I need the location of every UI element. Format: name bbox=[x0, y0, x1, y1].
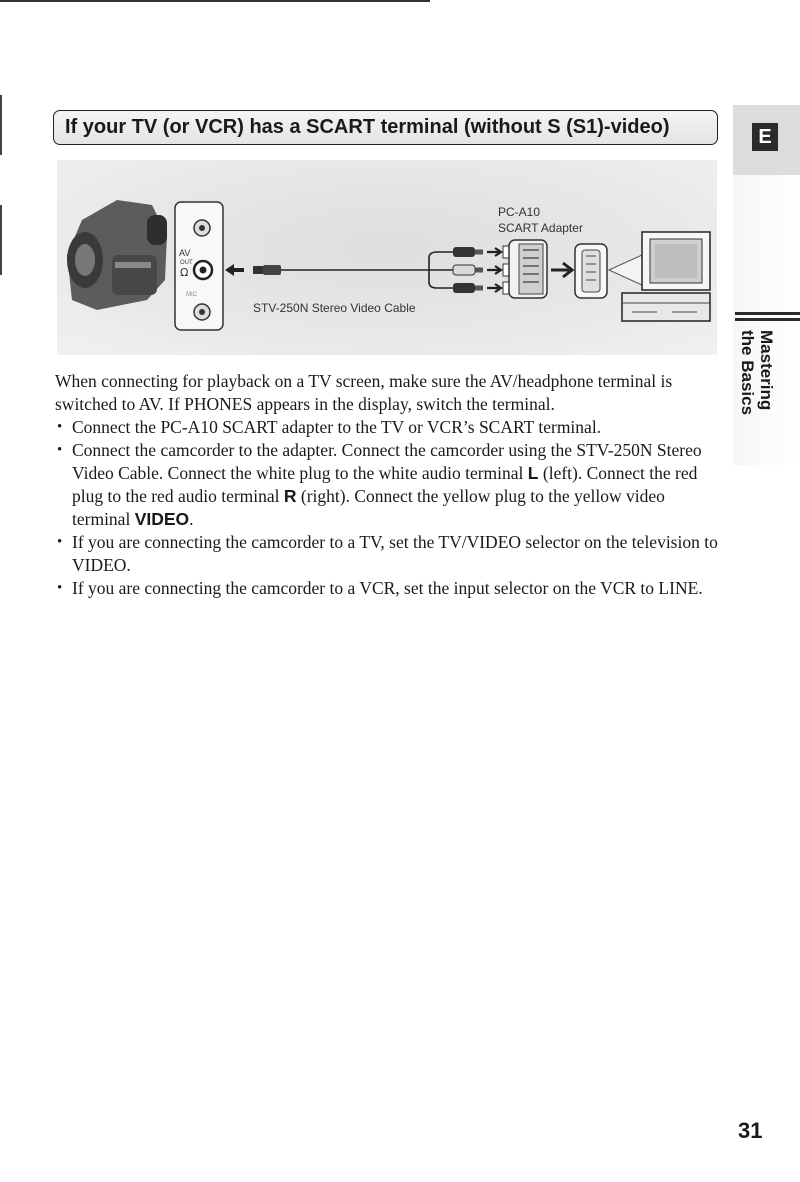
jack-panel bbox=[175, 202, 223, 330]
camcorder-illustration bbox=[67, 200, 167, 310]
adapter-name-label: SCART Adapter bbox=[498, 221, 583, 235]
text-run: (left). Connect the red plug to the red audio terminal bbox=[72, 463, 698, 506]
margin-mark bbox=[0, 205, 2, 275]
list-item: • If you are connecting the camcorder to a VCR, set the input selector on the VCR to LINE. bbox=[55, 577, 725, 600]
terminal-l-label: L bbox=[527, 463, 539, 483]
jack-label-av: AV bbox=[179, 248, 191, 258]
connection-diagram bbox=[57, 160, 717, 355]
list-item: • If you are connecting the camcorder to a TV, set the TV/VIDEO selector on the television to VIDEO. bbox=[55, 531, 725, 577]
stereo-video-cable bbox=[281, 252, 453, 288]
jack-label-out: OUT bbox=[180, 260, 193, 266]
rca-plugs bbox=[453, 247, 501, 293]
language-tab-letter: E bbox=[752, 123, 778, 151]
intro-paragraph: When connecting for playback on a TV screen, make sure the AV/headphone terminal is switched to AV. If PHONES appears in the display, switch the terminal. bbox=[55, 371, 673, 414]
list-item bbox=[55, 439, 725, 531]
scart-adapter bbox=[503, 240, 607, 298]
cable-label: STV-250N Stereo Video Cable bbox=[253, 301, 416, 315]
instructions bbox=[55, 370, 725, 600]
svg-text:Ω: Ω bbox=[180, 266, 189, 279]
section-heading: If your TV (or VCR) has a SCART terminal (without S (S1)-video) bbox=[53, 110, 718, 145]
jack-label-mic: MIC bbox=[186, 292, 197, 298]
adapter-model-label: PC-A10 bbox=[498, 205, 541, 219]
list-item: • Connect the PC-A10 SCART adapter to the TV or VCR’s SCART terminal. bbox=[55, 416, 725, 439]
instruction-list bbox=[55, 416, 725, 600]
page-number: 31 bbox=[738, 1118, 763, 1143]
av-plug bbox=[225, 264, 281, 276]
top-rule bbox=[0, 0, 430, 2]
text-run: . bbox=[189, 509, 194, 529]
margin-mark bbox=[0, 95, 2, 155]
terminal-r-label: R bbox=[283, 486, 297, 506]
terminal-video-label: VIDEO bbox=[134, 509, 190, 529]
text-run: (right). Connect the yellow plug to the yellow video terminal bbox=[72, 486, 665, 529]
text-run: Connect the camcorder to the adapter. Connect the camcorder using the STV-250N Stereo Video Cable. Connect the white plug to the white audio terminal bbox=[72, 440, 702, 483]
side-tab-rules bbox=[735, 312, 800, 324]
chapter-label: Mastering the Basics bbox=[738, 330, 776, 416]
